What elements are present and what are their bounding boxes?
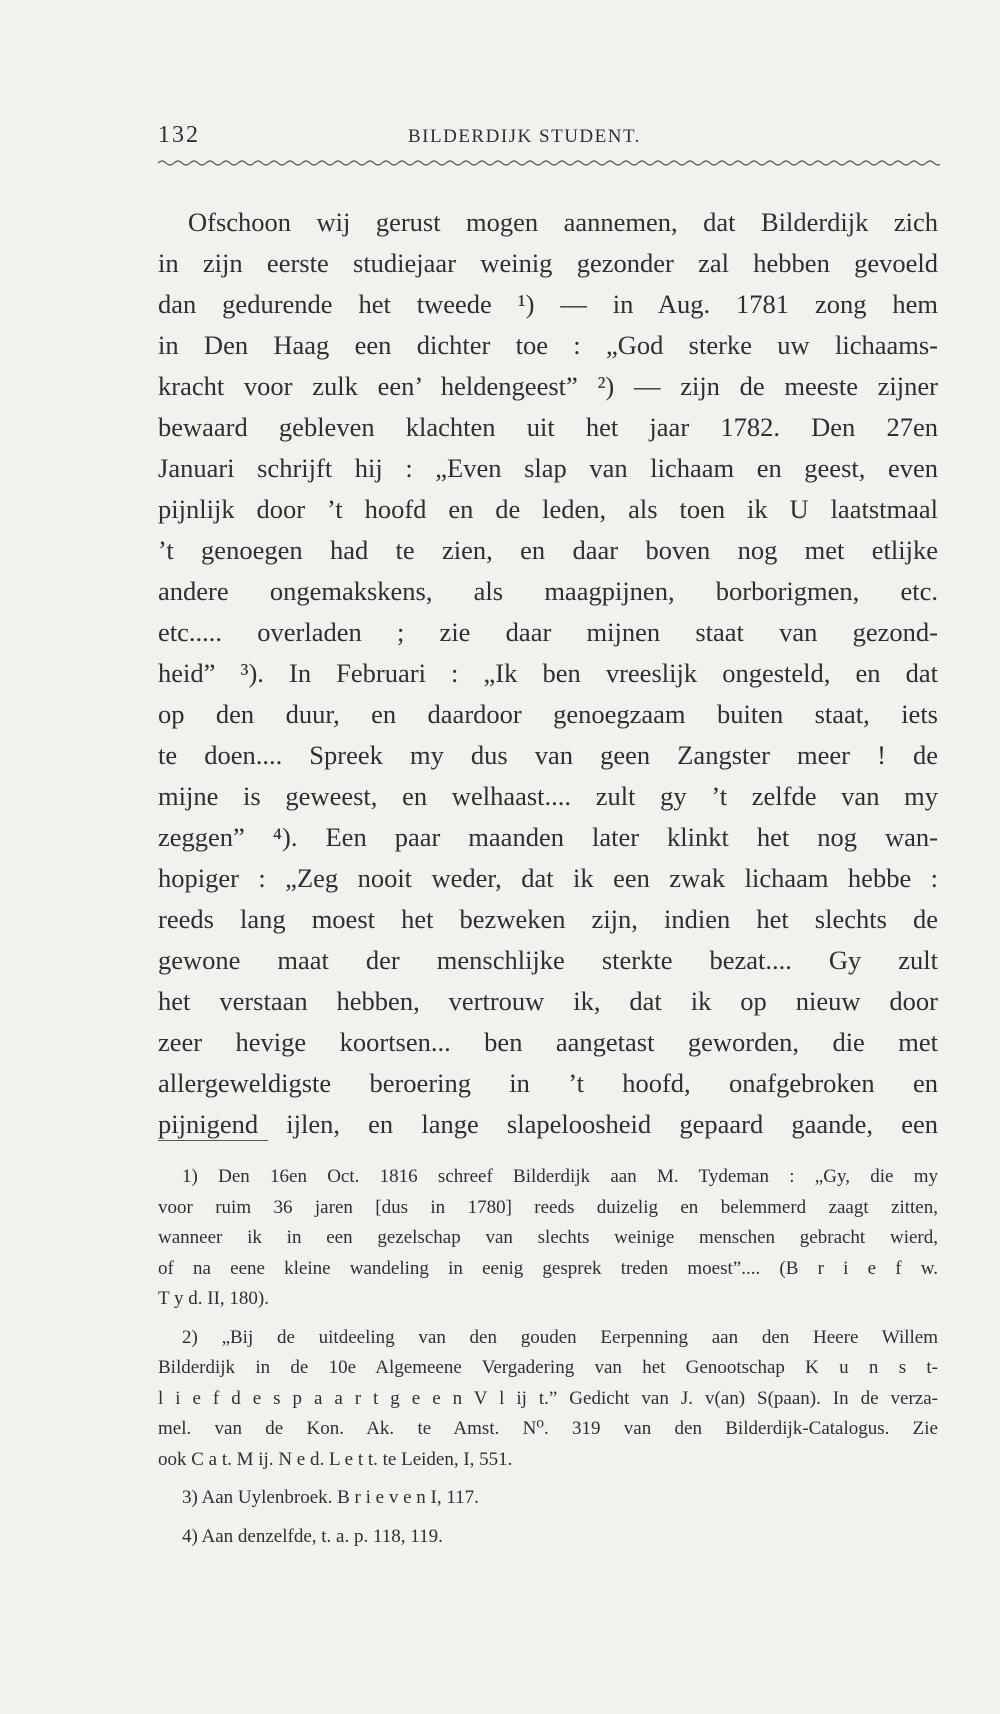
body-line: zeggen” ⁴). Een paar maanden later klinkt het nog wan- <box>158 822 938 852</box>
body-line: Ofschoon wij gerust mogen aannemen, dat Bilderdijk zich <box>188 207 938 237</box>
body-line: ’t genoegen had te zien, en daar boven nog met etlijke <box>158 535 938 565</box>
page-number: 132 <box>158 122 200 148</box>
footnote-line: of na eene kleine wandeling in eenig gesprek treden moest”.... (B r i e f w. <box>158 1257 938 1279</box>
running-head: BILDERDIJK STUDENT. <box>408 126 641 147</box>
wavy-rule-ornament <box>158 156 940 170</box>
footnote-4 <box>158 1522 938 1553</box>
body-line: bewaard gebleven klachten uit het jaar 1782. Den 27en <box>158 412 938 442</box>
body-line: andere ongemakskens, als maagpijnen, borborigmen, etc. <box>158 576 938 606</box>
footnote-gap <box>158 1475 938 1483</box>
footnote-line: l i e f d e s p a a r t g e e n V l ij t.” Gedicht van J. v(an) S(paan). In de verza- <box>158 1387 938 1409</box>
footnote-line: 3) Aan Uylenbroek. B r i e v e n I, 117. <box>182 1487 479 1508</box>
footnote-line: 4) Aan denzelfde, t. a. p. 118, 119. <box>182 1525 443 1547</box>
body-line: dan gedurende het tweede ¹) — in Aug. 1781 zong hem <box>158 289 938 319</box>
body-line: hopiger : „Zeg nooit weder, dat ik een zwak lichaam hebbe : <box>158 863 938 893</box>
footnote-2 <box>158 1323 938 1476</box>
footnote-line: 1) Den 16en Oct. 1816 schreef Bilderdijk aan M. Tydeman : „Gy, die my <box>182 1166 938 1187</box>
body-line: allergeweldigste beroering in ’t hoofd, onafgebroken en <box>158 1068 938 1098</box>
body-line: pijnigend ijlen, en lange slapeloosheid gepaard gaande, een <box>158 1109 938 1139</box>
body-line: op den duur, en daardoor genoegzaam buiten staat, iets <box>158 699 938 729</box>
footnote-1 <box>158 1162 938 1315</box>
footnote-line: wanneer ik in een gezelschap van slechts weinige menschen gebracht wierd, <box>158 1227 938 1248</box>
body-line: zeer hevige koortsen... ben aangetast geworden, die met <box>158 1027 938 1057</box>
body-line: in Den Haag een dichter toe : „God sterke uw lichaams- <box>158 330 938 360</box>
body-text <box>158 202 938 1145</box>
body-line: reeds lang moest het bezweken zijn, indien het slechts de <box>158 904 938 934</box>
footnotes <box>158 1162 938 1552</box>
body-line: pijnlijk door ’t hoofd en de leden, als toen ik U laatstmaal <box>158 494 938 524</box>
footnote-line: Bilderdijk in de 10e Algemeene Vergadering van het Genootschap K u n s t- <box>158 1357 938 1378</box>
footnote-3 <box>158 1483 938 1514</box>
body-line: in zijn eerste studiejaar weinig gezonder zal hebben gevoeld <box>158 248 938 278</box>
body-line: Januari schrijft hij : „Even slap van lichaam en geest, even <box>158 453 938 483</box>
body-line: te doen.... Spreek my dus van geen Zangster meer ! de <box>158 740 938 770</box>
footnote-gap <box>158 1514 938 1522</box>
footnote-rule <box>158 1140 268 1141</box>
body-line: het verstaan hebben, vertrouw ik, dat ik op nieuw door <box>158 986 938 1016</box>
body-line: kracht voor zulk een’ heldengeest” ²) — zijn de meeste zijner <box>158 371 938 401</box>
footnote-line: ook C a t. M ij. N e d. L e t t. te Leiden, I, 551. <box>158 1448 513 1470</box>
footnote-line: mel. van de Kon. Ak. te Amst. N⁰. 319 van den Bilderdijk-Catalogus. Zie <box>158 1418 938 1439</box>
body-line: heid” ³). In Februari : „Ik ben vreeslijk ongesteld, en dat <box>158 658 938 688</box>
body-line: gewone maat der menschlijke sterkte bezat.... Gy zult <box>158 945 938 975</box>
footnote-gap <box>158 1315 938 1323</box>
body-line: mijne is geweest, en welhaast.... zult gy ’t zelfde van my <box>158 781 938 811</box>
body-line: etc..... overladen ; zie daar mijnen staat van gezond- <box>158 617 938 647</box>
footnote-line: voor ruim 36 jaren [dus in 1780] reeds duizelig en belemmerd zaagt zitten, <box>158 1196 938 1218</box>
footnote-line: 2) „Bij de uitdeeling van den gouden Eerpenning aan den Heere Willem <box>182 1326 938 1348</box>
footnote-line: T y d. II, 180). <box>158 1288 269 1309</box>
